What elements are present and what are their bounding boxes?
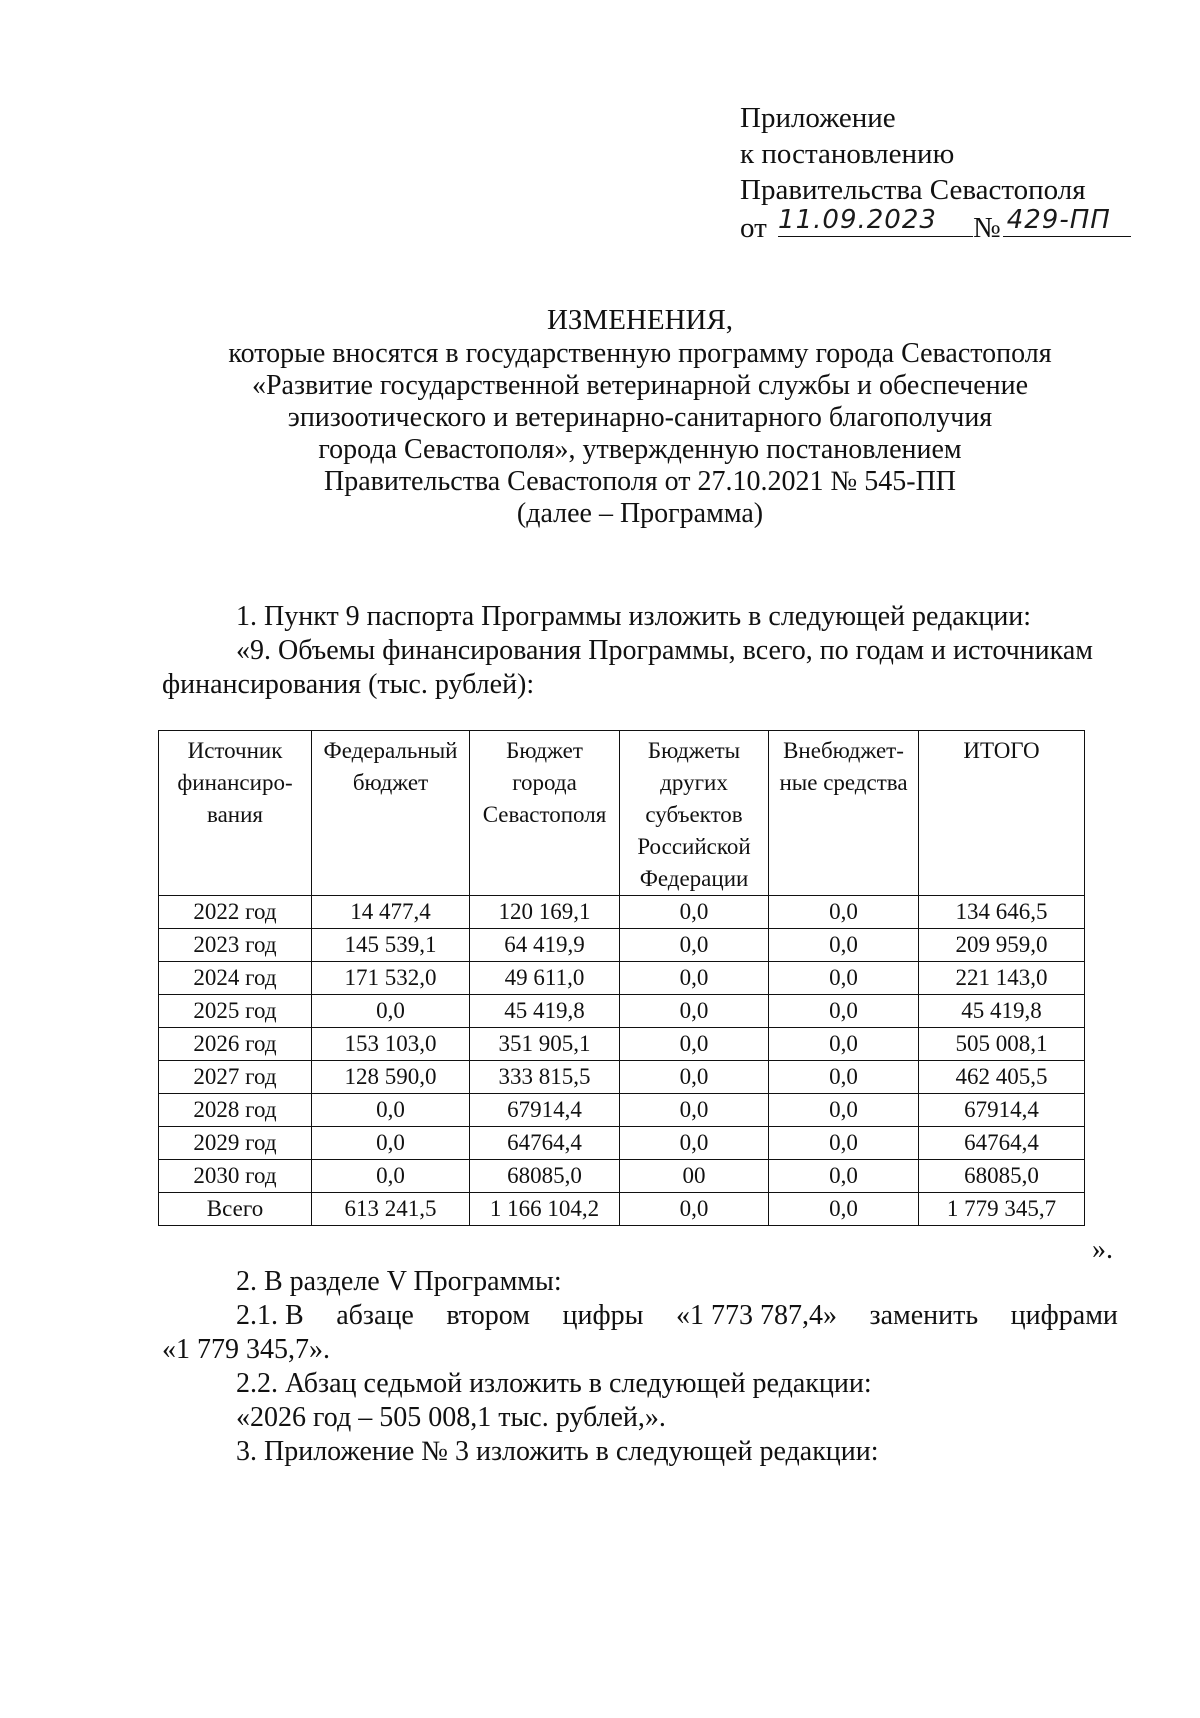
handwritten-number: 429-ПП xyxy=(1006,205,1111,235)
paragraph-4-line-1: 2.1. В абзаце втором цифры «1 773 787,4» заменить цифрами xyxy=(236,1300,1118,1331)
appendix-line-1: Приложение xyxy=(740,102,896,134)
title-line-1: которые вносятся в государственную программу города Севастополя xyxy=(228,338,1052,369)
handwritten-date: 11.09.2023 xyxy=(778,205,937,235)
table-row: 2029 год 0,0 64764,4 0,0 0,0 64764,4 xyxy=(159,1127,1085,1160)
table-row-total: Всего 613 241,5 1 166 104,2 0,0 0,0 1 779 345,7 xyxy=(159,1193,1085,1226)
table-row: 2027 год 128 590,0 333 815,5 0,0 0,0 462 405,5 xyxy=(159,1061,1085,1094)
table-row: 2026 год 153 103,0 351 905,1 0,0 0,0 505 008,1 xyxy=(159,1028,1085,1061)
document-title xyxy=(150,302,1130,530)
paragraph-6: «2026 год – 505 008,1 тыс. рублей,». xyxy=(236,1402,666,1433)
table-row: 2023 год 145 539,1 64 419,9 0,0 0,0 209 959,0 xyxy=(159,929,1085,962)
appendix-line-2: к постановлению xyxy=(740,138,955,170)
header-extrabudgetary: Внебюджет- ные средства xyxy=(769,731,919,896)
table-row: 2025 год 0,0 45 419,8 0,0 0,0 45 419,8 xyxy=(159,995,1085,1028)
number-prefix: № xyxy=(973,212,1001,244)
header-source: Источник финансиро- вания xyxy=(159,731,312,896)
header-other-budgets: Бюджеты других субъектов Российской Федерации xyxy=(620,731,769,896)
closing-quote: ». xyxy=(1092,1234,1113,1265)
table-row: 2028 год 0,0 67914,4 0,0 0,0 67914,4 xyxy=(159,1094,1085,1127)
paragraph-7: 3. Приложение № 3 изложить в следующей редакции: xyxy=(236,1436,879,1467)
table-row: 2022 год 14 477,4 120 169,1 0,0 0,0 134 646,5 xyxy=(159,896,1085,929)
table-row: 2024 год 171 532,0 49 611,0 0,0 0,0 221 143,0 xyxy=(159,962,1085,995)
header-federal-budget: Федеральный бюджет xyxy=(312,731,470,896)
table-body xyxy=(159,896,1085,1226)
financing-table xyxy=(158,730,1085,1226)
title-line-4: города Севастополя», утвержденную постановлением xyxy=(318,434,962,465)
header-total: ИТОГО xyxy=(919,731,1085,896)
title-line-3: эпизоотического и ветеринарно-санитарного благополучия xyxy=(287,402,993,433)
paragraph-4-line-2: «1 779 345,7». xyxy=(162,1334,330,1365)
paragraph-3: 2. В разделе V Программы: xyxy=(236,1266,562,1297)
paragraph-2-line-1: «9. Объемы финансирования Программы, всего, по годам и источникам xyxy=(236,635,1093,666)
paragraph-1: 1. Пункт 9 паспорта Программы изложить в следующей редакции: xyxy=(236,601,1032,632)
header-city-budget: Бюджет города Севастополя xyxy=(470,731,620,896)
title-line-5: Правительства Севастополя от 27.10.2021 № 545-ПП xyxy=(323,466,957,497)
paragraph-2-line-2: финансирования (тыс. рублей): xyxy=(162,669,535,700)
table-header-row xyxy=(159,731,1085,896)
title-line-6: (далее – Программа) xyxy=(516,498,764,529)
table-row: 2030 год 0,0 68085,0 00 0,0 68085,0 xyxy=(159,1160,1085,1193)
number-field xyxy=(1003,205,1131,237)
date-field xyxy=(778,205,973,237)
appendix-line-3: Правительства Севастополя xyxy=(740,174,1086,206)
paragraph-5: 2.2. Абзац седьмой изложить в следующей редакции: xyxy=(236,1368,872,1399)
appendix-header xyxy=(740,100,1131,246)
appendix-date-line xyxy=(740,205,1131,246)
title-line-2: «Развитие государственной ветеринарной службы и обеспечение xyxy=(251,370,1029,401)
title-heading: ИЗМЕНЕНИЯ, xyxy=(546,304,734,336)
date-prefix: от xyxy=(740,212,767,244)
